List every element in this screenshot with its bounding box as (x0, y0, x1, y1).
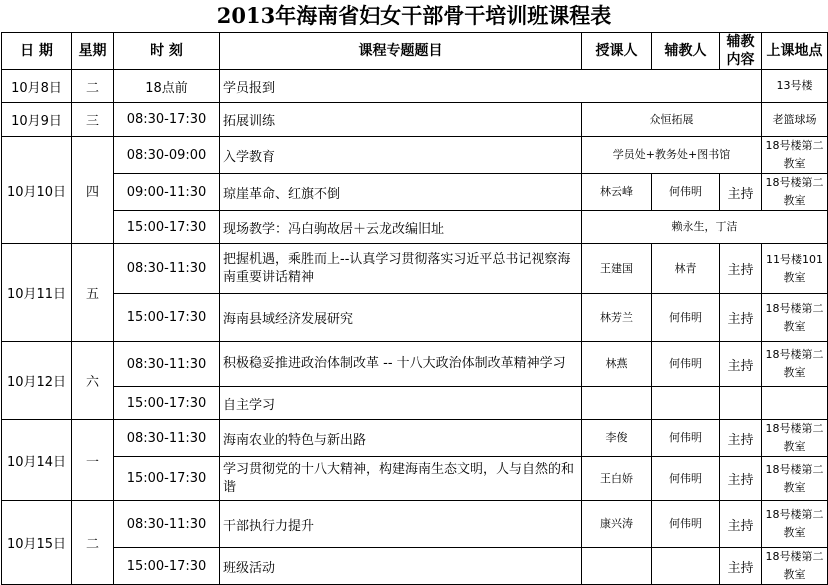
lecturer-cell: 林芳兰 (582, 294, 652, 342)
date-cell: 10月12日 (2, 342, 72, 420)
time-cell: 08:30-11:30 (114, 244, 220, 294)
schedule-table (1, 32, 828, 585)
assistant-cell (652, 548, 720, 585)
header-location: 上课地点 (762, 33, 828, 70)
weekday-cell: 六 (72, 342, 114, 420)
aux-cell: 主持 (720, 457, 762, 501)
header-topic: 课程专题题目 (220, 33, 582, 70)
topic-cell: 班级活动 (220, 548, 582, 585)
table-row (2, 342, 828, 387)
header-aux-content: 辅教内容 (720, 33, 762, 70)
table-row (2, 211, 828, 244)
aux-cell: 主持 (720, 174, 762, 211)
time-cell: 15:00-17:30 (114, 457, 220, 501)
table-row (2, 501, 828, 548)
weekday-cell: 一 (72, 420, 114, 501)
page-title: 2013年海南省妇女干部骨干培训班课程表 (216, 3, 612, 28)
location-cell: 18号楼第二教室 (762, 420, 828, 457)
assistant-cell: 何伟明 (652, 457, 720, 501)
lecturer-cell: 王白娇 (582, 457, 652, 501)
date-cell: 10月10日 (2, 137, 72, 244)
lecturer-cell: 王建国 (582, 244, 652, 294)
time-cell: 08:30-11:30 (114, 501, 220, 548)
date-cell: 10月14日 (2, 420, 72, 501)
table-row (2, 387, 828, 420)
lecturer-cell: 众恒拓展 (582, 103, 762, 137)
time-cell: 08:30-11:30 (114, 420, 220, 457)
lecturer-cell (582, 548, 652, 585)
lecturer-cell: 李俊 (582, 420, 652, 457)
topic-cell: 干部执行力提升 (220, 501, 582, 548)
header-row (2, 33, 828, 70)
location-cell: 13号楼 (762, 70, 828, 103)
assistant-cell: 何伟明 (652, 294, 720, 342)
topic-cell: 自主学习 (220, 387, 582, 420)
aux-cell: 主持 (720, 420, 762, 457)
date-cell: 10月9日 (2, 103, 72, 137)
date-cell: 10月15日 (2, 501, 72, 585)
time-cell: 15:00-17:30 (114, 211, 220, 244)
date-cell: 10月11日 (2, 244, 72, 342)
location-cell: 18号楼第二教室 (762, 342, 828, 387)
date-cell: 10月8日 (2, 70, 72, 103)
weekday-cell: 二 (72, 70, 114, 103)
topic-cell: 海南县域经济发展研究 (220, 294, 582, 342)
location-cell: 18号楼第二教室 (762, 174, 828, 211)
lecturer-cell: 学员处+教务处+图书馆 (582, 137, 762, 174)
table-row (2, 70, 828, 103)
aux-cell: 主持 (720, 342, 762, 387)
topic-cell: 入学教育 (220, 137, 582, 174)
table-row (2, 174, 828, 211)
topic-cell: 拓展训练 (220, 103, 582, 137)
time-cell: 08:30-09:00 (114, 137, 220, 174)
aux-cell (720, 387, 762, 420)
table-row (2, 103, 828, 137)
weekday-cell: 二 (72, 501, 114, 585)
aux-cell: 主持 (720, 501, 762, 548)
aux-cell: 主持 (720, 244, 762, 294)
table-row (2, 137, 828, 174)
time-cell: 08:30-17:30 (114, 103, 220, 137)
time-cell: 08:30-11:30 (114, 342, 220, 387)
topic-cell: 现场教学：冯白驹故居＋云龙改编旧址 (220, 211, 582, 244)
topic-cell: 琼崖革命、红旗不倒 (220, 174, 582, 211)
assistant-cell: 何伟明 (652, 342, 720, 387)
table-row (2, 457, 828, 501)
table-row (2, 548, 828, 585)
time-cell: 18点前 (114, 70, 220, 103)
lecturer-cell: 林云峰 (582, 174, 652, 211)
lecturer-cell: 林燕 (582, 342, 652, 387)
assistant-cell (652, 387, 720, 420)
header-time: 时 刻 (114, 33, 220, 70)
assistant-cell: 林青 (652, 244, 720, 294)
location-cell (762, 387, 828, 420)
location-cell: 18号楼第二教室 (762, 548, 828, 585)
header-assistant: 辅教人 (652, 33, 720, 70)
location-cell: 18号楼第二教室 (762, 457, 828, 501)
topic-cell: 学员报到 (220, 70, 762, 103)
time-cell: 15:00-17:30 (114, 387, 220, 420)
topic-cell: 积极稳妥推进政治体制改革 -- 十八大政治体制改革精神学习 (220, 342, 582, 387)
lecturer-cell: 赖永生，丁洁 (582, 211, 828, 244)
weekday-cell: 四 (72, 137, 114, 244)
topic-cell: 海南农业的特色与新出路 (220, 420, 582, 457)
aux-cell: 主持 (720, 294, 762, 342)
table-row (2, 420, 828, 457)
assistant-cell: 何伟明 (652, 174, 720, 211)
header-date: 日 期 (2, 33, 72, 70)
assistant-cell: 何伟明 (652, 501, 720, 548)
header-lecturer: 授课人 (582, 33, 652, 70)
location-cell: 11号楼101教室 (762, 244, 828, 294)
table-row (2, 244, 828, 294)
assistant-cell: 何伟明 (652, 420, 720, 457)
aux-cell: 主持 (720, 548, 762, 585)
lecturer-cell: 康兴涛 (582, 501, 652, 548)
topic-cell: 学习贯彻党的十八大精神，构建海南生态文明，人与自然的和谐 (220, 457, 582, 501)
table-row (2, 294, 828, 342)
location-cell: 18号楼第二教室 (762, 137, 828, 174)
location-cell: 老篮球场 (762, 103, 828, 137)
topic-cell: 把握机遇，乘胜而上--认真学习贯彻落实习近平总书记视察海南重要讲话精神 (220, 244, 582, 294)
time-cell: 15:00-17:30 (114, 548, 220, 585)
time-cell: 09:00-11:30 (114, 174, 220, 211)
lecturer-cell (582, 387, 652, 420)
weekday-cell: 五 (72, 244, 114, 342)
weekday-cell: 三 (72, 103, 114, 137)
location-cell: 18号楼第二教室 (762, 501, 828, 548)
header-weekday: 星期 (72, 33, 114, 70)
time-cell: 15:00-17:30 (114, 294, 220, 342)
location-cell: 18号楼第二教室 (762, 294, 828, 342)
